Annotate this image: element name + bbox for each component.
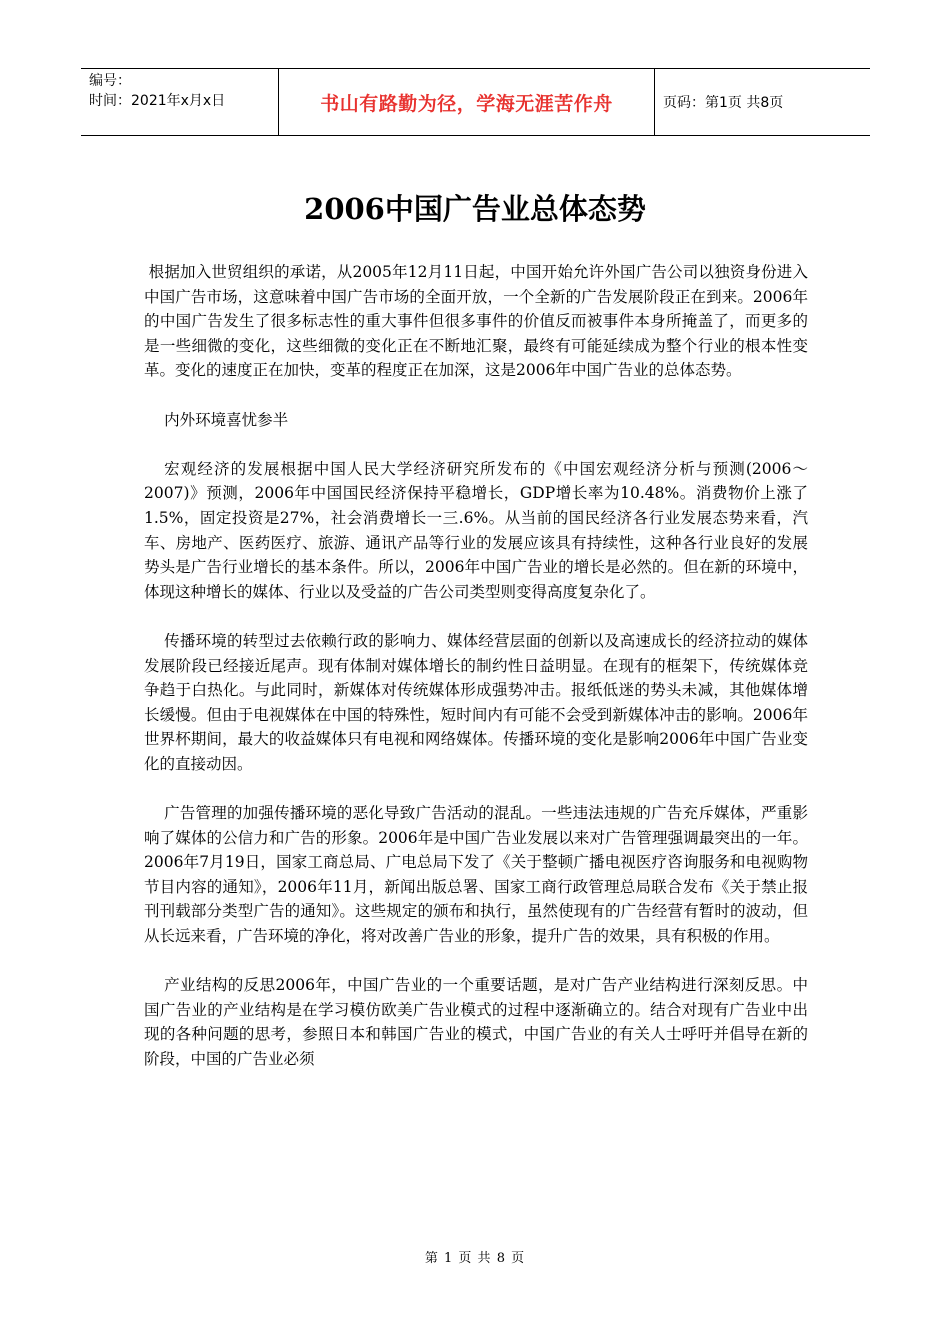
header-meta [81,69,279,135]
document-date: 时间：2021年x月x日 [89,93,226,109]
paragraph-industry-structure: 产业结构的反思2006年，中国广告业的一个重要话题，是对广告产业结构进行深刻反思。中国广告业的产业结构是在学习模仿欧美广告业模式的过程中逐渐确立的。结合对现有广告业中出现的各种问题的思考，参照日本和韩国广告业的模式，中国广告业的有关人士呼吁并倡导在新的阶段，中国的广告业必须 [144,976,808,1068]
document-header [81,68,870,136]
header-motto: 书山有路勤为径，学海无涯苦作舟 [279,69,655,135]
paragraph-ad-regulation: 广告管理的加强传播环境的恶化导致广告活动的混乱。一些违法违规的广告充斥媒体，严重影响了媒体的公信力和广告的形象。2006年是中国广告业发展以来对广告管理强调最突出的一年。2006年7月19日，国家工商总局、广电总局下发了《关于整顿广播电视医疗咨询服务和电视购物节目内容的通知》，2006年11月，新闻出版总署、国家工商行政管理总局联合发布《关于禁止报刊刊载部分类型广告的通知》。这些规定的颁布和执行，虽然使现有的广告经营有暂时的波动，但从长远来看，广告环境的净化，将对改善广告业的形象，提升广告的效果，具有积极的作用。 [144,804,808,946]
header-page-info: 页码：第1页 共8页 [663,95,784,111]
document-title: 2006中国广告业总体态势 [304,192,646,226]
paragraph-intro: 根据加入世贸组织的承诺，从2005年12月11日起，中国开始允许外国广告公司以独资身份进入中国广告市场，这意味着中国广告市场的全面开放，一个全新的广告发展阶段正在到来。2006年的中国广告发生了很多标志性的重大事件但很多事件的价值反而被事件本身所掩盖了，而更多的是一些细微的变化，这些细微的变化正在不断地汇聚，最终有可能延续成为整个行业的根本性变革。变化的速度正在加快，变革的程度正在加深，这是2006年中国广告业的总体态势。 [144,263,808,380]
section-heading: 内外环境喜忧参半 [164,410,289,429]
document-number-label: 编号： [89,73,131,89]
paragraph-macro-economy: 宏观经济的发展根据中国人民大学经济研究所发布的《中国宏观经济分析与预测(2006～2007)》预测，2006年中国国民经济保持平稳增长，GDP增长率为10.48%。消费物价上涨了1.5%，固定投资是27%，社会消费增长一三.6%。从当前的国民经济各行业发展态势来看，汽车、房地产、医药医疗、旅游、通讯产品等行业的发展应该具有持续性，这种各行业良好的发展势头是广告行业增长的基本条件。所以，2006年中国广告业的增长是必然的。但在新的环境中，体现这种增长的媒体、行业以及受益的广告公司类型则变得高度复杂化了。 [144,459,808,601]
document-body [144,260,808,1096]
paragraph-media-environment: 传播环境的转型过去依赖行政的影响力、媒体经营层面的创新以及高速成长的经济拉动的媒体发展阶段已经接近尾声。现有体制对媒体增长的制约性日益明显。在现有的框架下，传统媒体竞争趋于白热化。与此同时，新媒体对传统媒体形成强势冲击。报纸低迷的势头未减，其他媒体增长缓慢。但由于电视媒体在中国的特殊性，短时间内有可能不会受到新媒体冲击的影响。2006年世界杯期间，最大的收益媒体只有电视和网络媒体。传播环境的变化是影响2006年中国广告业变化的直接动因。 [144,631,808,773]
page-footer: 第 1 页 共 8 页 [424,1251,526,1266]
